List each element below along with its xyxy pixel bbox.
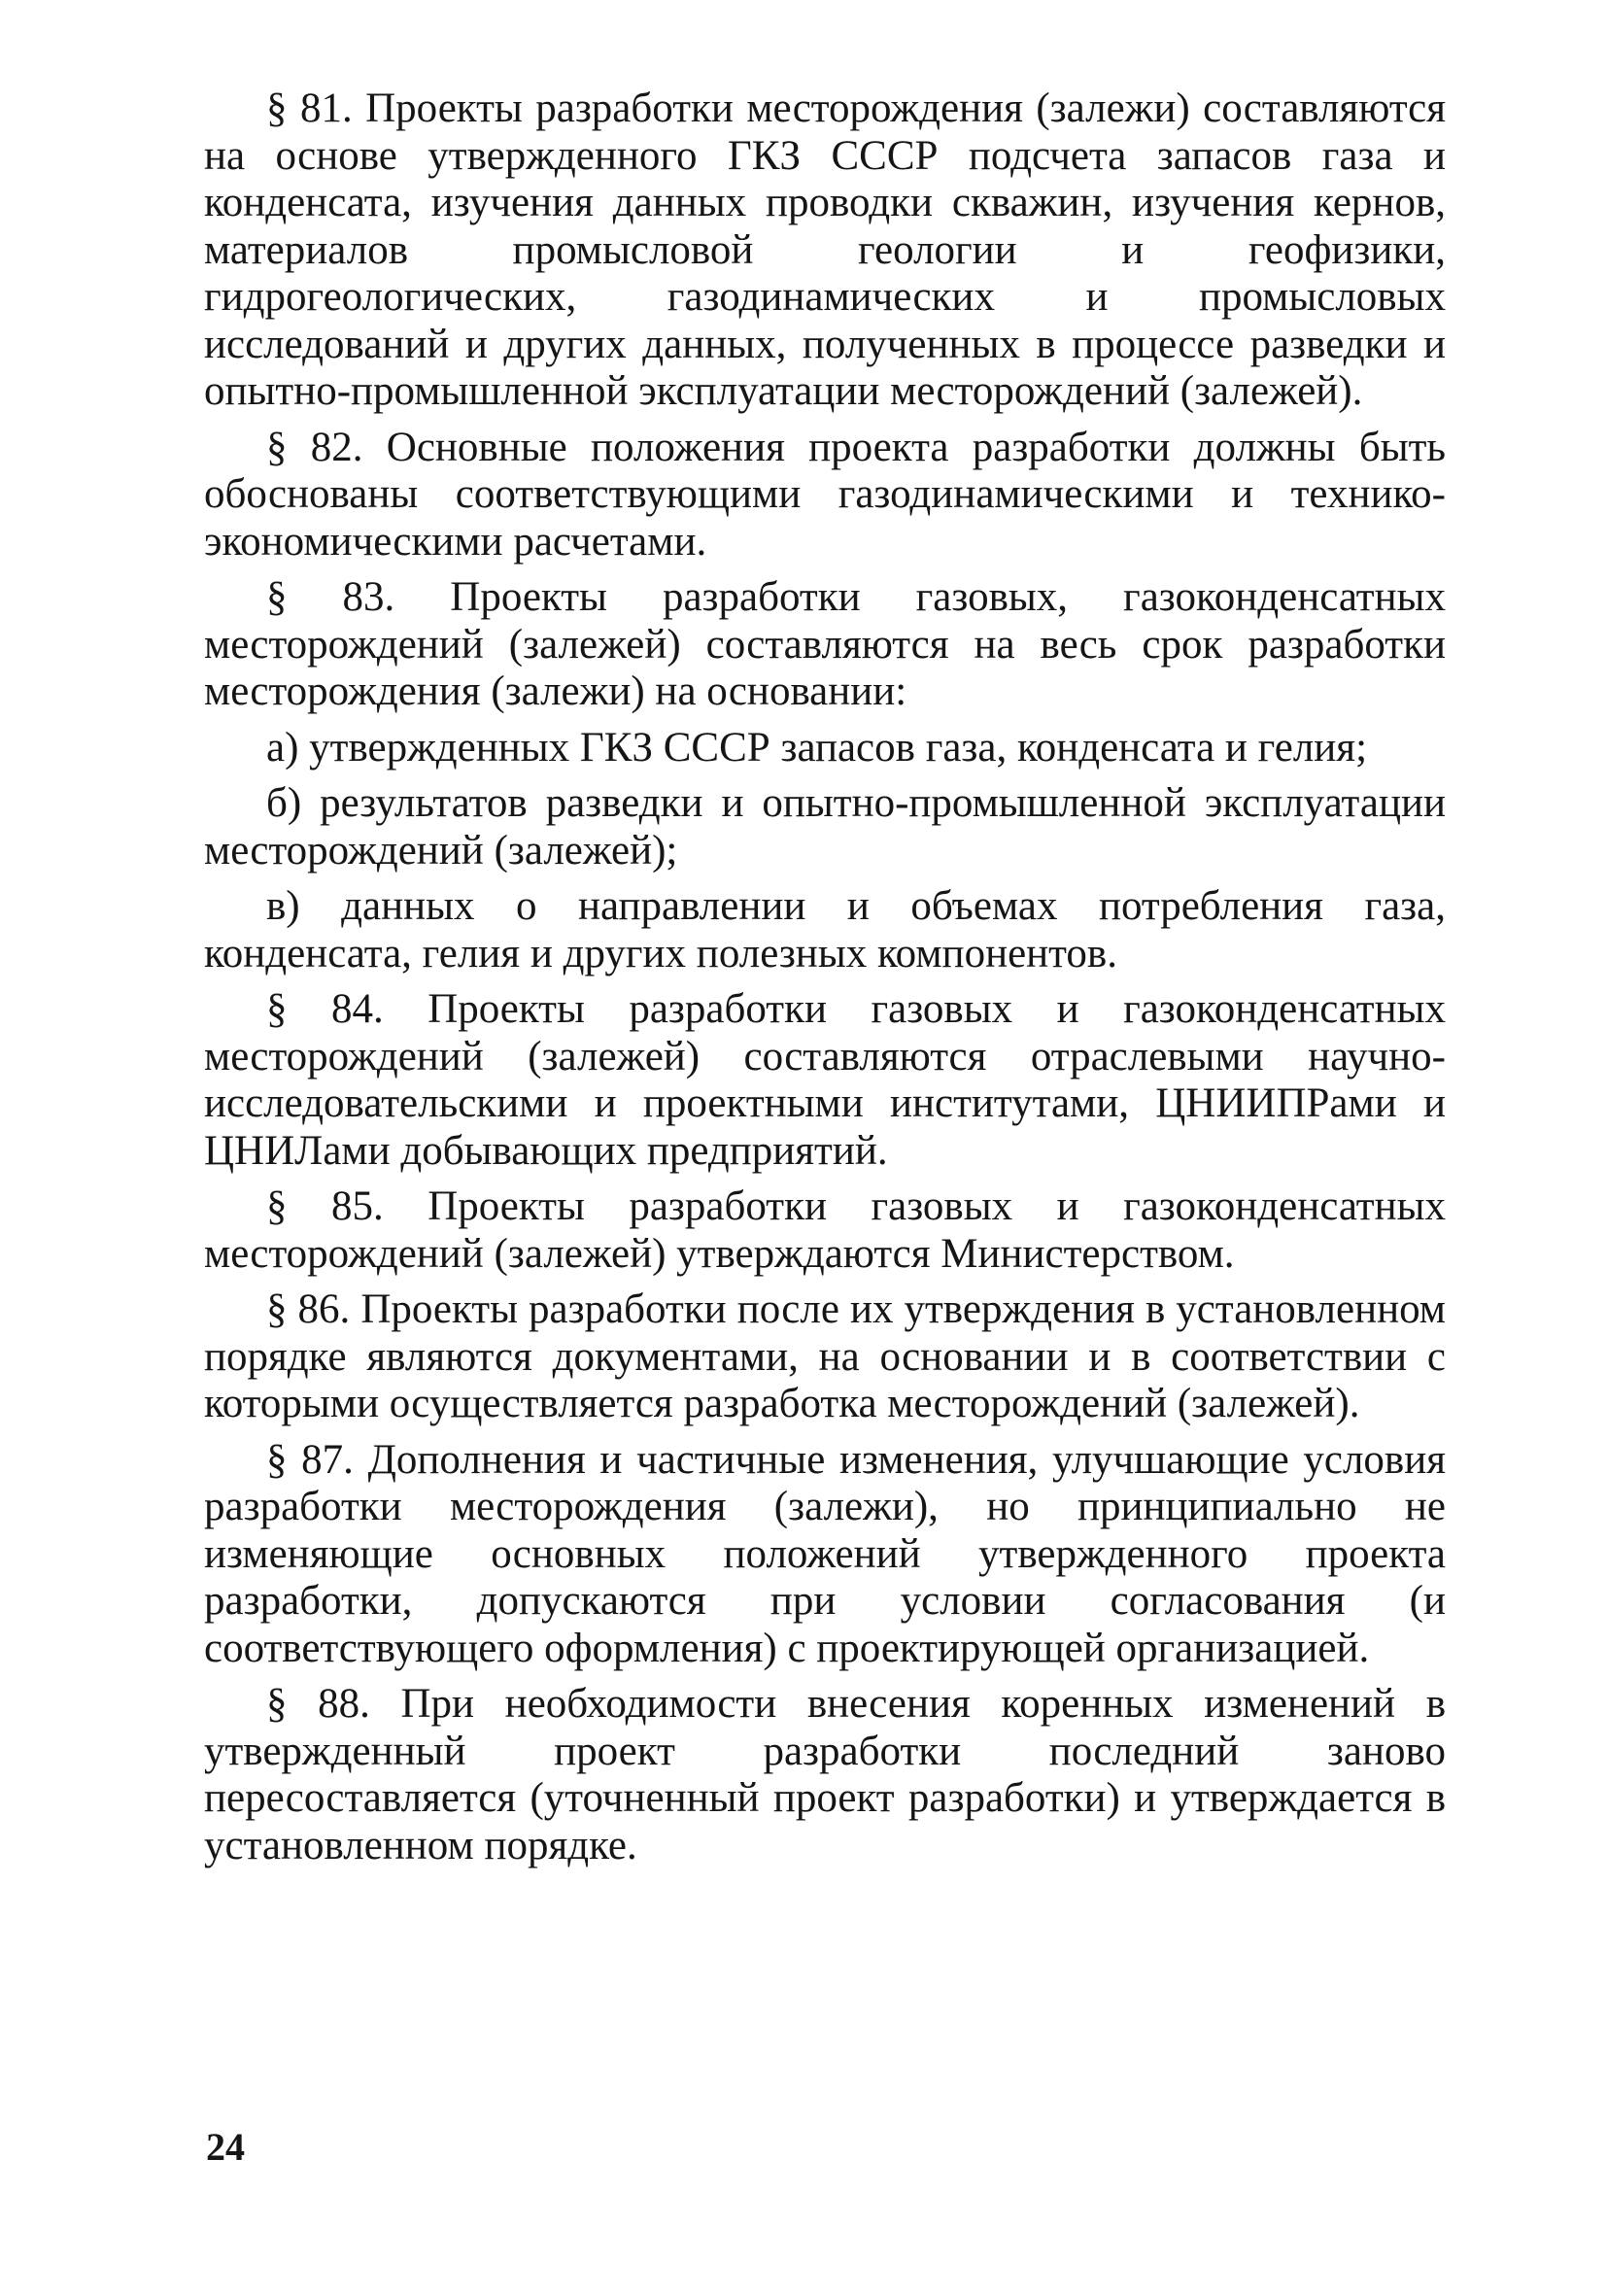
document-body [204,86,1446,1878]
paragraph-83-item-c: в) данных о направлении и объемах потребления газа, конденсата, гелия и других полезных компонентов. [204,883,1446,977]
paragraph-82: § 82. Основные положения проекта разработки должны быть обоснованы соответствующими газодинамическими и технико-экономическими расчетами. [204,424,1446,565]
paragraph-85: § 85. Проекты разработки газовых и газоконденсатных месторождений (залежей) утверждаются Министерством. [204,1183,1446,1277]
paragraph-83-item-a: а) утвержденных ГКЗ СССР запасов газа, конденсата и гелия; [266,724,1368,771]
paragraph-81: § 81. Проекты разработки месторождения (залежи) составляются на основе утвержденного ГКЗ СССР подсчета запасов газа и конденсата, изучения данных проводки скважин, изучения кернов, материалов промысловой геологии и геофизики, гидрогеологических, газодинамических и промысловых исследований и других данных, полученных в процессе разведки и опытно-промышленной эксплуатации месторождений (залежей). [204,86,1446,414]
paragraph-84: § 84. Проекты разработки газовых и газоконденсатных месторождений (залежей) составляются отраслевыми научно-исследовательскими и проектными институтами, ЦНИИПРами и ЦНИЛами добывающих предприятий. [204,986,1446,1174]
paragraph-86: § 86. Проекты разработки после их утверждения в установленном порядке являются документами, на основании и в соответствии с которыми осуществляется разработка месторождений (залежей). [204,1286,1446,1426]
page-number: 24 [206,2125,245,2169]
paragraph-83: § 83. Проекты разработки газовых, газоконденсатных месторождений (залежей) составляются на весь срок разработки месторождения (залежи) на основании: [204,574,1446,714]
paragraph-88: § 88. При необходимости внесения коренных изменений в утвержденный проект разработки последний заново пересоставляется (уточненный проект разработки) и утверждается в установленном порядке. [204,1681,1446,1868]
paragraph-87: § 87. Дополнения и частичные изменения, улучшающие условия разработки месторождения (залежи), но принципиально не изменяющие основных положений утвержденного проекта разработки, допускаются при условии согласования (и соответствующего оформления) с проектирующей организацией. [204,1436,1446,1671]
paragraph-83-item-b: б) результатов разведки и опытно-промышленной эксплуатации месторождений (залежей); [204,780,1446,874]
